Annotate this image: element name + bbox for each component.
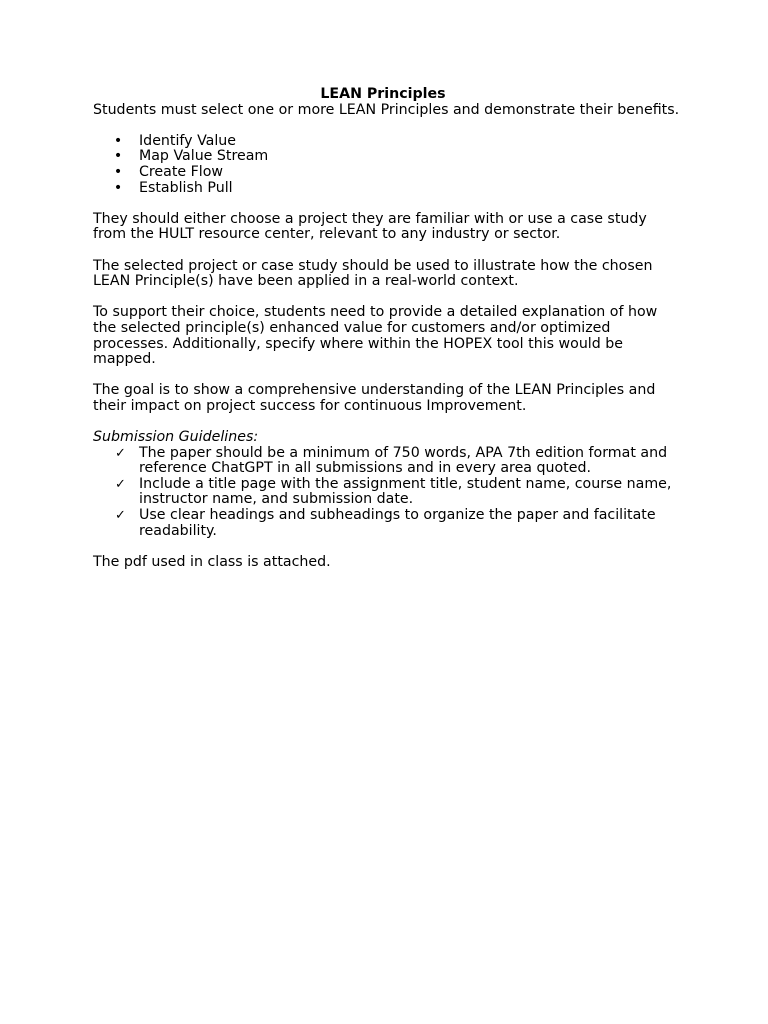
- spacer: [93, 368, 683, 384]
- list-item: [93, 181, 683, 197]
- list-item: [93, 508, 683, 539]
- document-title: LEAN Principles: [320, 86, 446, 102]
- list-item: [93, 477, 683, 508]
- guidelines-heading: Submission Guidelines:: [93, 429, 259, 446]
- intro-paragraph: Students must select one or more LEAN Principles and demonstrate their benefits.: [93, 101, 680, 118]
- principle-label: Create Flow: [139, 163, 224, 180]
- checkmark-icon: ✓: [115, 508, 126, 524]
- principle-label: Map Value Stream: [139, 148, 269, 165]
- spacer: [93, 290, 683, 306]
- project-paragraph: They should either choose a project they are familiar with or use a case study from the HULT resource center, relevant to any industry or sector.: [93, 210, 647, 243]
- bullet-icon: •: [113, 163, 123, 180]
- bullet-icon: •: [113, 179, 123, 196]
- list-item: [93, 149, 683, 165]
- spacer: [93, 243, 683, 259]
- list-item: [93, 446, 683, 477]
- spacer: [93, 539, 683, 555]
- spacer: [93, 414, 683, 430]
- spacer: [93, 196, 683, 212]
- case-study-paragraph: The selected project or case study should be used to illustrate how the chosen LEAN Principle(s) have been applied in a real-world context.: [93, 257, 653, 290]
- principle-label: Identify Value: [139, 132, 237, 149]
- bullet-icon: •: [113, 148, 123, 165]
- list-item: [93, 165, 683, 181]
- guideline-text: Include a title page with the assignment title, student name, course name, instructor name, and submission date.: [139, 475, 672, 508]
- guideline-text: Use clear headings and subheadings to organize the paper and facilitate readability.: [139, 507, 656, 539]
- document-page: [93, 87, 683, 570]
- closing-paragraph: The pdf used in class is attached.: [93, 553, 331, 570]
- list-item: [93, 134, 683, 150]
- checkmark-icon: ✓: [115, 476, 126, 492]
- principles-list: [93, 134, 683, 196]
- explanation-paragraph: To support their choice, students need to provide a detailed explanation of how the selected principle(s) enhanced value for customers and/or optimized processes. Additionally, specify where within the HOPEX tool this would be mapped.: [93, 304, 658, 368]
- spacer: [93, 118, 683, 134]
- checkmark-icon: ✓: [115, 445, 126, 461]
- guidelines-list: [93, 446, 683, 540]
- bullet-icon: •: [113, 132, 123, 149]
- goal-paragraph: The goal is to show a comprehensive understanding of the LEAN Principles and their impact on project success for continuous Improvement.: [93, 382, 656, 414]
- guideline-text: The paper should be a minimum of 750 words, APA 7th edition format and reference ChatGPT in all submissions and in every area quoted.: [139, 444, 668, 477]
- principle-label: Establish Pull: [139, 179, 233, 196]
